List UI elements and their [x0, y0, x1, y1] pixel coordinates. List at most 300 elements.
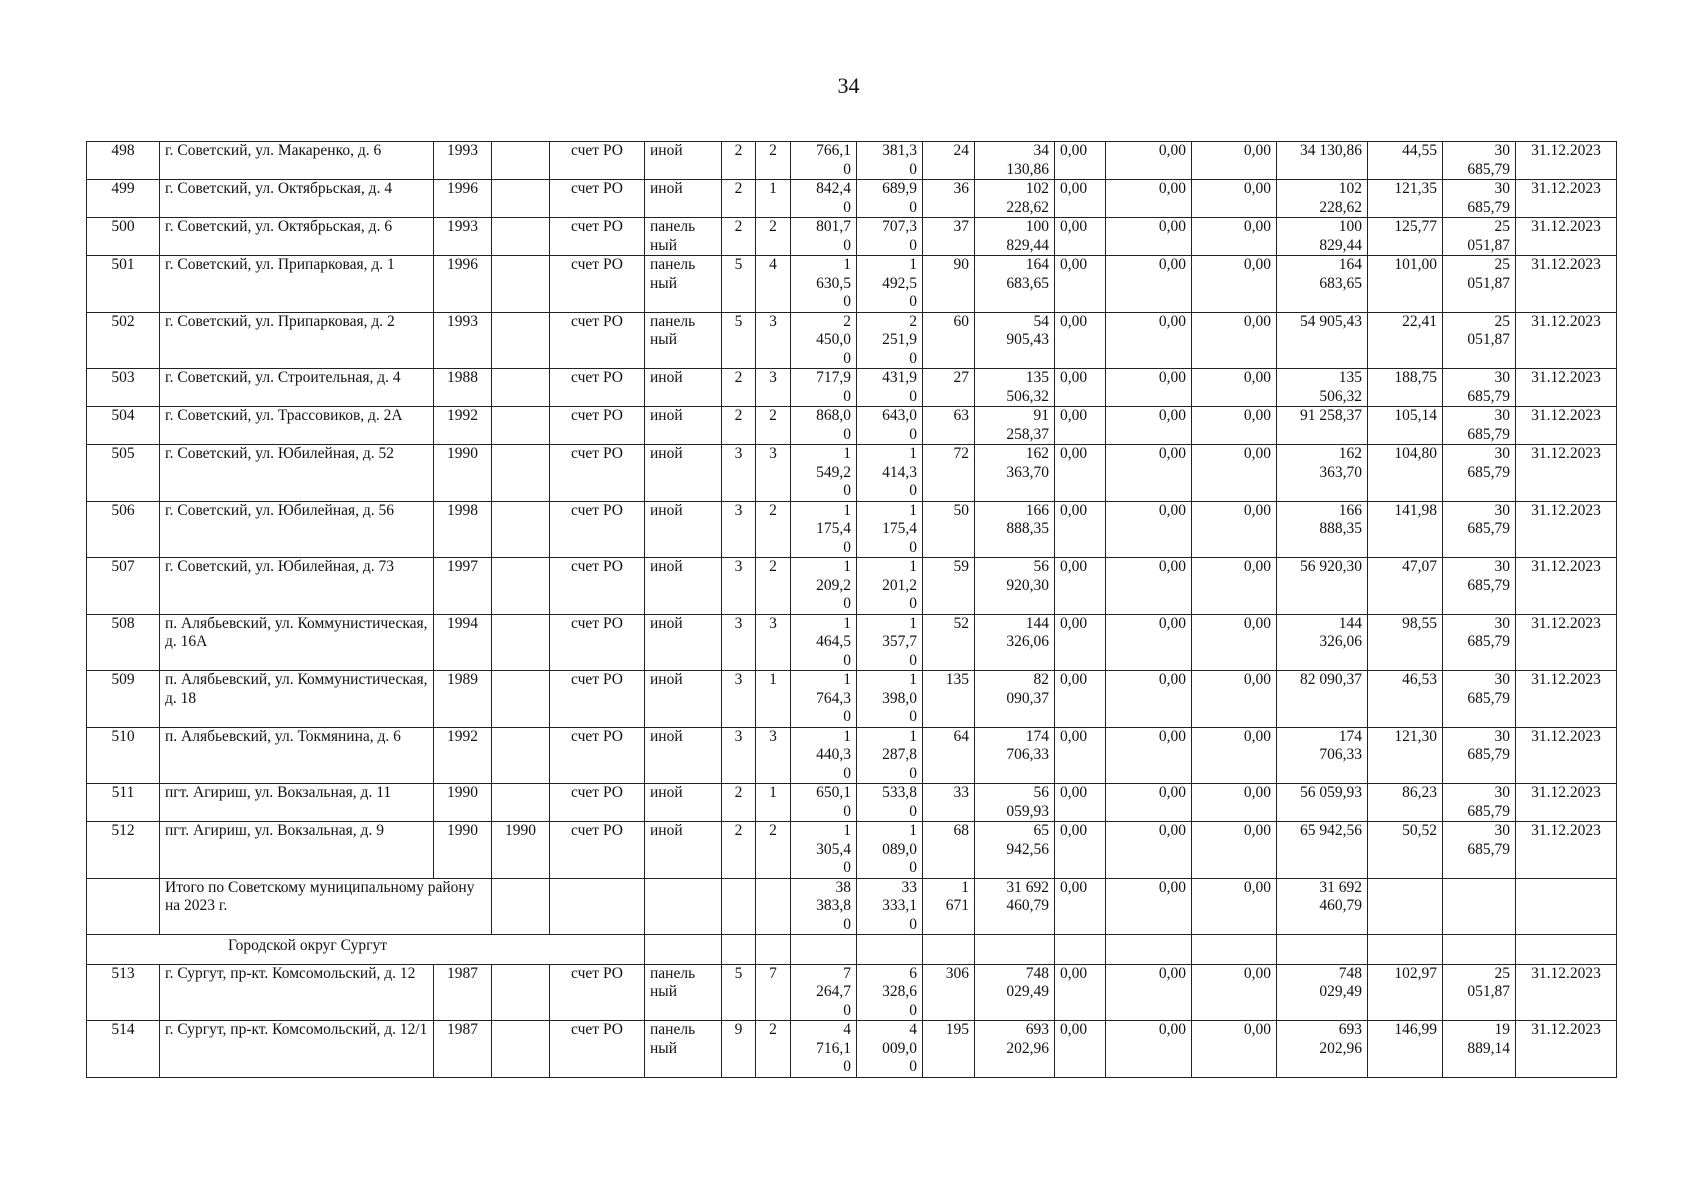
residents: 68: [923, 822, 975, 879]
limit-cost-line: 685,79: [1467, 198, 1510, 216]
unit-cost: 22,41: [1368, 312, 1443, 369]
owner-funds: 56 059,93: [1277, 784, 1368, 822]
cost-line: 174: [1025, 727, 1049, 745]
total-area-line: 1: [843, 614, 851, 632]
year-renovation: [492, 558, 550, 615]
subtotal-area-line: 383,8: [816, 897, 851, 914]
row-number: 511: [87, 784, 160, 822]
owner-funds: 82 090,37: [1277, 671, 1368, 728]
cost: [975, 312, 1055, 369]
fund-3: 0,00: [1192, 1021, 1277, 1078]
account-type: счет РО: [550, 1021, 645, 1078]
living-area-line: 398,0: [882, 689, 917, 707]
cost-line: 228,62: [1006, 198, 1049, 216]
living-area-line: 1: [909, 256, 917, 273]
subtotal-area-line: 0: [843, 915, 851, 933]
wall-material: иной: [645, 671, 722, 728]
empty-cell: [1055, 935, 1106, 965]
total-area: [791, 369, 857, 407]
account-type: счет РО: [550, 407, 645, 445]
unit-cost: 46,53: [1368, 671, 1443, 728]
owner-funds: 56 920,30: [1277, 558, 1368, 615]
cost-line: 162: [1025, 445, 1049, 462]
empty-cell: [722, 935, 756, 965]
account-type: счет РО: [550, 445, 645, 502]
cost-line: 91: [1033, 407, 1049, 424]
total-area: [791, 784, 857, 822]
limit-cost-line: 25: [1494, 218, 1510, 235]
residents: 90: [923, 256, 975, 313]
unit-cost: 101,00: [1368, 256, 1443, 313]
total-area-line: 4: [843, 1021, 851, 1038]
fund-2: 0,00: [1106, 180, 1192, 218]
completion-date: 31.12.2023: [1516, 784, 1617, 822]
floors: 5: [722, 964, 756, 1021]
living-area-line: 1: [909, 501, 917, 519]
owner-funds: 65 942,56: [1277, 822, 1368, 879]
living-area: [857, 727, 923, 784]
floors: 3: [722, 501, 756, 558]
total-area-line: 1: [843, 445, 851, 462]
address: г. Сургут, пр-кт. Комсомольский, д. 12: [160, 964, 434, 1021]
living-area-line: 2: [909, 312, 917, 330]
total-area-line: 450,0: [816, 331, 851, 348]
residents: 72: [923, 445, 975, 502]
row-number: 501: [87, 256, 160, 313]
fund-2: 0,00: [1106, 784, 1192, 822]
cost-line: 090,37: [1006, 689, 1049, 707]
table-row: [87, 142, 1617, 180]
row-number: 508: [87, 614, 160, 671]
total-area-line: 1: [843, 256, 851, 273]
entrances: 2: [756, 218, 791, 256]
living-area-line: 6: [909, 964, 917, 982]
living-area: [857, 501, 923, 558]
fund-2: 0,00: [1106, 558, 1192, 615]
year-built: 1987: [434, 964, 492, 1021]
living-area-line: 009,0: [882, 1039, 917, 1057]
year-built: 1989: [434, 671, 492, 728]
year-built: 1987: [434, 1021, 492, 1078]
wall-material: иной: [645, 614, 722, 671]
limit-cost-line: 30: [1494, 822, 1510, 839]
empty-cell: [550, 878, 645, 935]
total-area: [791, 407, 857, 445]
year-built: 1996: [434, 256, 492, 313]
floors: 3: [722, 558, 756, 615]
fund-2: 0,00: [1106, 727, 1192, 784]
living-area-line: 0: [909, 651, 917, 669]
entrances: 3: [756, 727, 791, 784]
fund-1: 0,00: [1055, 822, 1106, 879]
cost: [975, 256, 1055, 313]
wall-material: иной: [645, 784, 722, 822]
limit-cost: [1443, 256, 1516, 313]
living-area-line: 643,0: [882, 407, 917, 424]
residents: 50: [923, 501, 975, 558]
wall-material: панель ный: [645, 256, 722, 313]
wall-material: иной: [645, 142, 722, 180]
fund-2: 0,00: [1106, 445, 1192, 502]
living-area-line: 0: [909, 236, 917, 254]
total-area: [791, 218, 857, 256]
total-area-line: 0: [843, 538, 851, 556]
table-body-sovetsky: [87, 142, 1617, 879]
table-row: [87, 256, 1617, 313]
completion-date: 31.12.2023: [1516, 142, 1617, 180]
fund-2: 0,00: [1106, 614, 1192, 671]
year-built: 1988: [434, 369, 492, 407]
limit-cost: [1443, 501, 1516, 558]
owner-funds: 162 363,70: [1277, 445, 1368, 502]
completion-date: 31.12.2023: [1516, 445, 1617, 502]
floors: 2: [722, 784, 756, 822]
total-area-line: 0: [843, 236, 851, 254]
limit-cost: [1443, 727, 1516, 784]
living-area-line: 689,9: [882, 180, 917, 197]
table-row: [87, 964, 1617, 1021]
row-number: 512: [87, 822, 160, 879]
unit-cost: 47,07: [1368, 558, 1443, 615]
entrances: 3: [756, 614, 791, 671]
completion-date: 31.12.2023: [1516, 180, 1617, 218]
unit-cost: 102,97: [1368, 964, 1443, 1021]
row-number: 510: [87, 727, 160, 784]
year-renovation: [492, 964, 550, 1021]
floors: 9: [722, 1021, 756, 1078]
year-renovation: [492, 727, 550, 784]
living-area-line: 0: [909, 160, 917, 178]
residents: 60: [923, 312, 975, 369]
unit-cost: 141,98: [1368, 501, 1443, 558]
living-area-line: 175,4: [882, 520, 917, 537]
subtotal-row: [87, 878, 1617, 935]
living-area-line: 0: [909, 349, 917, 367]
limit-cost: [1443, 614, 1516, 671]
limit-cost: [1443, 822, 1516, 879]
row-number: 505: [87, 445, 160, 502]
fund-3: 0,00: [1192, 501, 1277, 558]
total-area: [791, 727, 857, 784]
fund-1: 0,00: [1055, 218, 1106, 256]
living-area: [857, 671, 923, 728]
total-area-line: 305,4: [816, 840, 851, 858]
subtotal-residents-line: 671: [945, 897, 969, 914]
empty-cell: [756, 878, 791, 935]
fund-3: 0,00: [1192, 614, 1277, 671]
entrances: 3: [756, 369, 791, 407]
address: г. Советский, ул. Припарковая, д. 2: [160, 312, 434, 369]
total-area-line: 0: [843, 708, 851, 725]
table-row: [87, 369, 1617, 407]
year-renovation: [492, 445, 550, 502]
total-area: [791, 671, 857, 728]
living-area-line: 0: [909, 708, 917, 725]
owner-funds: 164 683,65: [1277, 256, 1368, 313]
fund-2: 0,00: [1106, 142, 1192, 180]
table-row: [87, 784, 1617, 822]
living-area-line: 0: [909, 482, 917, 499]
empty-cell: [1106, 935, 1192, 965]
cost-line: 888,35: [1006, 520, 1049, 537]
living-area-line: 089,0: [882, 840, 917, 858]
fund-2: 0,00: [1106, 312, 1192, 369]
living-area-line: 4: [909, 1021, 917, 1038]
table-row: [87, 312, 1617, 369]
year-renovation: [492, 218, 550, 256]
subtotal-living-area-line: 33: [901, 878, 917, 896]
owner-funds: 693 202,96: [1277, 1021, 1368, 1078]
subtotal-living-area-line: 333,1: [882, 897, 917, 914]
address: г. Советский, ул. Октябрьская, д. 4: [160, 180, 434, 218]
living-area-line: 381,3: [882, 142, 917, 159]
table-row: [87, 671, 1617, 728]
table-row: [87, 727, 1617, 784]
wall-material: панель ный: [645, 312, 722, 369]
total-area-line: 0: [843, 651, 851, 669]
total-area-line: 0: [843, 387, 851, 405]
unit-cost: 44,55: [1368, 142, 1443, 180]
year-built: 1993: [434, 218, 492, 256]
cost-line: 706,33: [1006, 746, 1049, 763]
unit-cost: 104,80: [1368, 445, 1443, 502]
cost-line: 202,96: [1006, 1039, 1049, 1057]
residents: 63: [923, 407, 975, 445]
fund-1: 0,00: [1055, 445, 1106, 502]
year-renovation: [492, 784, 550, 822]
floors: 3: [722, 445, 756, 502]
floors: 2: [722, 369, 756, 407]
limit-cost-line: 685,79: [1467, 387, 1510, 405]
fund-2: 0,00: [1106, 964, 1192, 1021]
limit-cost-line: 685,79: [1467, 520, 1510, 537]
completion-date: 31.12.2023: [1516, 256, 1617, 313]
address: г. Советский, ул. Юбилейная, д. 56: [160, 501, 434, 558]
total-area-line: 0: [843, 595, 851, 612]
total-area-line: 0: [843, 802, 851, 820]
total-area-line: 1: [843, 671, 851, 688]
total-area-line: 1: [843, 558, 851, 575]
limit-cost-line: 30: [1494, 369, 1510, 386]
fund-1: 0,00: [1055, 501, 1106, 558]
address: г. Советский, ул. Юбилейная, д. 73: [160, 558, 434, 615]
empty-cell: [857, 935, 923, 965]
table-row: [87, 558, 1617, 615]
total-area-line: 464,5: [816, 633, 851, 650]
total-area-line: 440,3: [816, 746, 851, 763]
floors: 3: [722, 671, 756, 728]
total-area-line: 0: [843, 198, 851, 216]
entrances: 1: [756, 180, 791, 218]
limit-cost-line: 30: [1494, 614, 1510, 632]
subtotal-residents-line: 1: [961, 878, 969, 896]
living-area: [857, 180, 923, 218]
year-renovation: 1990: [492, 822, 550, 879]
owner-funds: 174 706,33: [1277, 727, 1368, 784]
living-area: [857, 784, 923, 822]
entrances: 2: [756, 822, 791, 879]
row-number: 507: [87, 558, 160, 615]
year-built: 1992: [434, 407, 492, 445]
cost-line: 683,65: [1006, 274, 1049, 292]
subtotal-label: Итого по Советскому муниципальному району на 2023 г.: [160, 878, 492, 935]
living-area: [857, 218, 923, 256]
cost: [975, 501, 1055, 558]
subtotal-fund-2: 0,00: [1106, 878, 1192, 935]
fund-2: 0,00: [1106, 671, 1192, 728]
completion-date: 31.12.2023: [1516, 369, 1617, 407]
completion-date: 31.12.2023: [1516, 964, 1617, 1021]
address: п. Алябьевский, ул. Коммунистическая, д. 16А: [160, 614, 434, 671]
total-area-line: 0: [843, 293, 851, 310]
living-area-line: 0: [909, 198, 917, 216]
cost-line: 82: [1033, 671, 1049, 688]
row-number: 499: [87, 180, 160, 218]
subtotal-fund-1: 0,00: [1055, 878, 1106, 935]
empty-cell: [1516, 935, 1617, 965]
empty-cell: [87, 878, 160, 935]
total-area-line: 717,9: [816, 369, 851, 386]
residents: 59: [923, 558, 975, 615]
completion-date: 31.12.2023: [1516, 727, 1617, 784]
fund-3: 0,00: [1192, 727, 1277, 784]
living-area-line: 0: [909, 1058, 917, 1075]
limit-cost-line: 25: [1494, 964, 1510, 982]
cost-line: 059,93: [1006, 802, 1049, 820]
empty-cell: [975, 935, 1055, 965]
total-area: [791, 312, 857, 369]
account-type: счет РО: [550, 614, 645, 671]
section-row: [87, 935, 1617, 965]
address: г. Советский, ул. Припарковая, д. 1: [160, 256, 434, 313]
year-renovation: [492, 312, 550, 369]
fund-2: 0,00: [1106, 501, 1192, 558]
account-type: счет РО: [550, 727, 645, 784]
fund-1: 0,00: [1055, 784, 1106, 822]
subtotal-owner-funds-line: 460,79: [1319, 897, 1362, 914]
fund-2: 0,00: [1106, 218, 1192, 256]
unit-cost: 86,23: [1368, 784, 1443, 822]
total-area: [791, 822, 857, 879]
total-area-line: 0: [843, 859, 851, 876]
living-area: [857, 369, 923, 407]
fund-3: 0,00: [1192, 964, 1277, 1021]
fund-1: 0,00: [1055, 256, 1106, 313]
year-built: 1993: [434, 312, 492, 369]
cost-line: 102: [1025, 180, 1049, 197]
total-area: [791, 558, 857, 615]
total-area-line: 868,0: [816, 407, 851, 424]
account-type: счет РО: [550, 218, 645, 256]
subtotal-fund-3: 0,00: [1192, 878, 1277, 935]
empty-cell: [1368, 935, 1443, 965]
living-area: [857, 964, 923, 1021]
living-area-line: 1: [909, 614, 917, 632]
fund-1: 0,00: [1055, 671, 1106, 728]
cost-line: 130,86: [1006, 160, 1049, 178]
living-area-line: 1: [909, 558, 917, 575]
register-table: [86, 141, 1617, 1078]
limit-cost: [1443, 671, 1516, 728]
living-area-line: 0: [909, 538, 917, 556]
residents: 135: [923, 671, 975, 728]
fund-1: 0,00: [1055, 727, 1106, 784]
owner-funds: 102 228,62: [1277, 180, 1368, 218]
cost: [975, 558, 1055, 615]
floors: 2: [722, 407, 756, 445]
total-area-line: 842,4: [816, 180, 851, 197]
owner-funds: 748 029,49: [1277, 964, 1368, 1021]
wall-material: панель ный: [645, 964, 722, 1021]
living-area: [857, 1021, 923, 1078]
subtotal-cost-line: 31 692: [1006, 878, 1049, 896]
unit-cost: 98,55: [1368, 614, 1443, 671]
total-area-line: 764,3: [816, 689, 851, 707]
owner-funds: 144 326,06: [1277, 614, 1368, 671]
living-area: [857, 407, 923, 445]
fund-1: 0,00: [1055, 558, 1106, 615]
living-area-line: 0: [909, 387, 917, 405]
completion-date: 31.12.2023: [1516, 1021, 1617, 1078]
limit-cost: [1443, 784, 1516, 822]
living-area-line: 1: [909, 727, 917, 745]
fund-3: 0,00: [1192, 445, 1277, 502]
account-type: счет РО: [550, 369, 645, 407]
total-area: [791, 445, 857, 502]
unit-cost: 188,75: [1368, 369, 1443, 407]
limit-cost-line: 889,14: [1467, 1039, 1510, 1057]
limit-cost-line: 685,79: [1467, 425, 1510, 443]
row-number: 502: [87, 312, 160, 369]
wall-material: иной: [645, 727, 722, 784]
wall-material: иной: [645, 407, 722, 445]
living-area-line: 201,2: [882, 576, 917, 594]
living-area-line: 431,9: [882, 369, 917, 386]
living-area: [857, 822, 923, 879]
year-renovation: [492, 407, 550, 445]
cost-line: 029,49: [1006, 983, 1049, 1000]
limit-cost-line: 30: [1494, 558, 1510, 575]
fund-1: 0,00: [1055, 964, 1106, 1021]
limit-cost-line: 30: [1494, 671, 1510, 688]
limit-cost-line: 30: [1494, 727, 1510, 745]
entrances: 2: [756, 558, 791, 615]
cost: [975, 671, 1055, 728]
total-area: [791, 964, 857, 1021]
total-area-line: 0: [843, 764, 851, 782]
empty-cell: [1368, 878, 1443, 935]
living-area-line: 0: [909, 293, 917, 310]
living-area-line: 0: [909, 859, 917, 876]
owner-funds: 166 888,35: [1277, 501, 1368, 558]
floors: 5: [722, 256, 756, 313]
living-area: [857, 312, 923, 369]
cost-line: 144: [1025, 614, 1049, 632]
year-built: 1994: [434, 614, 492, 671]
subtotal-area-line: 38: [835, 878, 851, 896]
completion-date: 31.12.2023: [1516, 614, 1617, 671]
fund-1: 0,00: [1055, 1021, 1106, 1078]
cost-line: 56: [1033, 784, 1049, 801]
fund-1: 0,00: [1055, 180, 1106, 218]
unit-cost: 125,77: [1368, 218, 1443, 256]
limit-cost-line: 685,79: [1467, 840, 1510, 858]
residents: 306: [923, 964, 975, 1021]
cost: [975, 180, 1055, 218]
account-type: счет РО: [550, 312, 645, 369]
table-row: [87, 445, 1617, 502]
entrances: 4: [756, 256, 791, 313]
